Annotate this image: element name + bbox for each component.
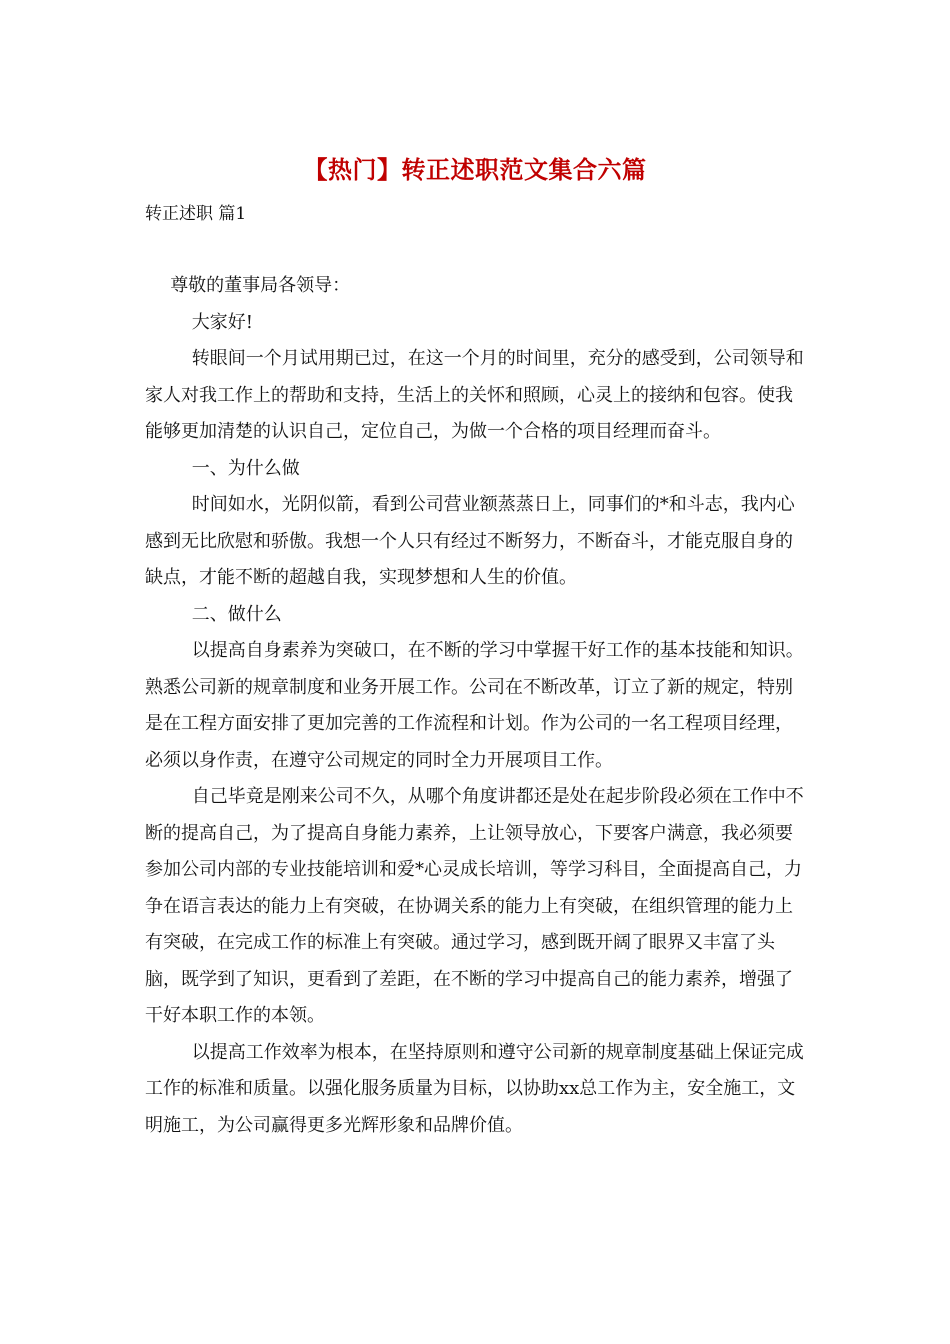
section-heading: 转正述职 篇1 bbox=[145, 204, 247, 224]
subheading: 一、为什么做 bbox=[191, 457, 300, 479]
document-body bbox=[145, 268, 805, 1144]
paragraph: 转眼间一个月试用期已过，在这一个月的时间里，充分的感受到，公司领导和家人对我工作上的帮助和支持，生活上的关怀和照顾，心灵上的接纳和包容。使我能够更加清楚的认识自己，定位自己，为做一个合格的项目经理而奋斗。 bbox=[145, 348, 804, 442]
subheading: 二、做什么 bbox=[191, 603, 282, 625]
paragraph: 时间如水，光阴似箭，看到公司营业额蒸蒸日上，同事们的*和斗志，我内心感到无比欣慰和骄傲。我想一个人只有经过不断努力，不断奋斗，才能克服自身的缺点，才能不断的超越自我，实现梦想和人生的价值。 bbox=[145, 494, 795, 588]
document-title: 【热门】转正述职范文集合六篇 bbox=[303, 155, 647, 184]
greeting: 大家好! bbox=[191, 311, 254, 333]
paragraph: 以提高自身素养为突破口，在不断的学习中掌握干好工作的基本技能和知识。熟悉公司新的规章制度和业务开展工作。公司在不断改革，订立了新的规定，特别是在工程方面安排了更加完善的工作流程和计划。作为公司的一名工程项目经理，必须以身作责，在遵守公司规定的同时全力开展项目工作。 bbox=[145, 640, 804, 771]
salutation: 尊敬的董事局各领导： bbox=[170, 275, 351, 296]
paragraph: 自己毕竟是刚来公司不久，从哪个角度讲都还是处在起步阶段必须在工作中不断的提高自己，为了提高自身能力素养，上让领导放心，下要客户满意，我必须要参加公司内部的专业技能培训和爱*心灵成长培训，等学习科目，全面提高自己，力争在语言表达的能力上有突破，在协调关系的能力上有突破，在组织管理的能力上有突破，在完成工作的标准上有突破。通过学习，感到既开阔了眼界又丰富了头脑，既学到了知识，更看到了差距，在不断的学习中提高自己的能力素养，增强了干好本职工作的本领。 bbox=[145, 786, 804, 1026]
paragraph: 以提高工作效率为根本，在坚持原则和遵守公司新的规章制度基础上保证完成工作的标准和质量。以强化服务质量为目标，以协助xx总工作为主，安全施工，文明施工，为公司赢得更多光辉形象和品牌价值。 bbox=[145, 1041, 804, 1136]
